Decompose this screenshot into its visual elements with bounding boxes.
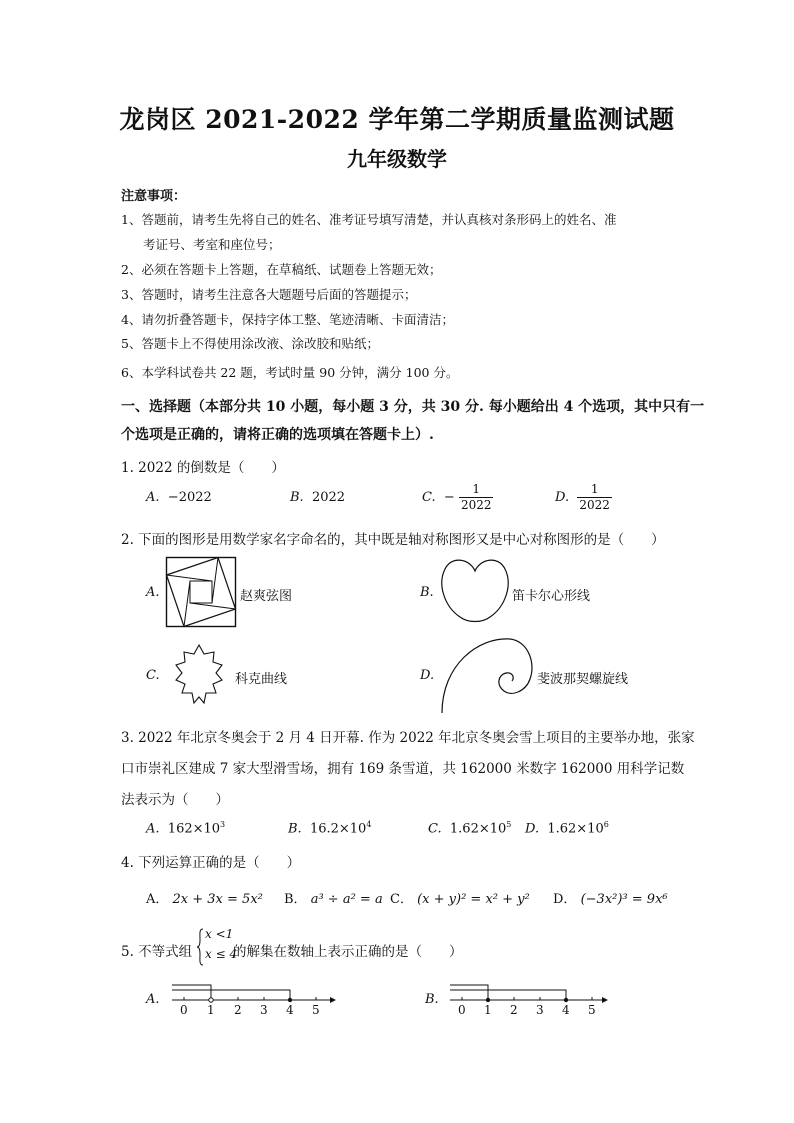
q2-option-c-label: C.: [146, 668, 160, 683]
tick-label: 1: [484, 1003, 492, 1017]
option-base: 1.62×10: [547, 821, 604, 837]
q2-option-d-label: D.: [420, 668, 435, 683]
q1-option-c: [422, 482, 493, 513]
tick-label: 2: [234, 1003, 242, 1017]
tick-label: 3: [536, 1003, 544, 1017]
inequality-1: x <1: [205, 927, 234, 941]
cardioid-curve: [440, 557, 510, 627]
option-exponent: 6: [603, 820, 609, 829]
option-label: C.: [428, 821, 442, 837]
note-item: 1、答题前，请考生先将自己的姓名、准考证号填写清楚，并认真核对条形码上的姓名、准: [121, 212, 617, 227]
note-item: 6、本学科试卷共 22 题，考试时量 90 分钟，满分 100 分。: [121, 365, 459, 380]
option-exponent: 4: [366, 820, 372, 829]
tick-label: 0: [458, 1003, 466, 1017]
note-item: 5、答题卡上不得使用涂改液、涂改胶和贴纸；: [121, 336, 379, 351]
q1-option-b: [290, 490, 345, 505]
note-item: 4、请勿折叠答题卡，保持字体工整、笔迹清晰、卡面清洁；: [121, 312, 454, 327]
numerator: 1: [459, 482, 494, 498]
question-3-line2: 口市崇礼区建成 7 家大型滑雪场，拥有 169 条雪道，共 162000 米数字 162000 用科学记数: [121, 761, 685, 777]
option-text: −2022: [167, 490, 212, 505]
q3-option-b: [288, 820, 371, 836]
tick-label: 3: [260, 1003, 268, 1017]
denominator: 2022: [579, 498, 610, 512]
option-text: 2x + 3x = 5x²: [172, 892, 263, 907]
inequality-2: x ≤ 4: [205, 947, 238, 961]
page-subtitle: 九年级数学: [347, 147, 447, 171]
q3-option-c: [428, 820, 511, 836]
section-heading-cont: 个选项是正确的，请将正确的选项填在答题卡上）.: [121, 427, 434, 443]
option-label: B.: [288, 821, 302, 837]
denominator: 2022: [460, 498, 492, 512]
option-text: a³ ÷ a² = a: [310, 892, 383, 907]
option-base: 16.2×10: [309, 821, 367, 837]
q3-option-d: [525, 820, 609, 836]
question-4-stem: 4. 下列运算正确的是（ ）: [121, 855, 301, 871]
q3-option-a: [146, 820, 225, 836]
q1-option-a: [146, 490, 212, 505]
notes-heading: 注意事项：: [121, 189, 187, 204]
option-label: A.: [146, 490, 160, 505]
tick-label: 5: [312, 1003, 320, 1017]
note-item: 3、答题时，请考生注意各大题题号后面的答题提示；: [121, 287, 417, 302]
question-5-stem-pre: 5. 不等式组: [121, 944, 193, 960]
question-3-line1: 3. 2022 年北京冬奥会于 2 月 4 日开幕. 作为 2022 年北京冬奥会雪上项目的主要举办地，张家: [121, 730, 695, 746]
option-base: 1.62×10: [449, 821, 507, 837]
brace: [196, 928, 204, 966]
option-sign: −: [443, 490, 455, 505]
zhao-shuang-diagram: [166, 557, 236, 627]
question-1-stem: 1. 2022 的倒数是（ ）: [121, 460, 285, 476]
q2-option-a-name: 赵爽弦图: [240, 589, 293, 604]
q4-option-a: [146, 888, 263, 907]
option-label: D.: [555, 490, 570, 505]
option-text: (x + y)² = x² + y²: [417, 892, 530, 907]
option-text: 2022: [311, 490, 346, 505]
number-line-a: [172, 980, 337, 1005]
note-item: 2、必须在答题卡上答题，在草稿纸、试题卷上答题无效；: [121, 262, 442, 277]
option-exponent: 5: [506, 820, 512, 829]
tick-label: 1: [207, 1003, 215, 1017]
option-label: C.: [422, 490, 436, 505]
q5-option-b-label: B.: [425, 992, 439, 1007]
note-item: 考证号、考室和座位号；: [143, 237, 281, 252]
option-label: C．: [390, 892, 413, 907]
page-title: 龙岗区 2021-2022 学年第二学期质量监测试题: [119, 105, 675, 134]
option-label: B.: [290, 490, 304, 505]
q2-option-b-label: B.: [420, 585, 434, 600]
tick-label: 4: [286, 1003, 294, 1017]
q2-option-b-name: 笛卡尔心形线: [512, 589, 591, 604]
fibonacci-spiral: [440, 635, 535, 715]
q4-option-b: [284, 888, 383, 907]
q4-option-c: [390, 888, 530, 907]
fraction: [459, 482, 494, 513]
tick-label: 5: [588, 1003, 596, 1017]
numerator: 1: [577, 482, 612, 498]
question-5-stem-post: 的解集在数轴上表示正确的是（ ）: [233, 944, 463, 960]
q1-option-d: [555, 482, 612, 513]
number-line-b: [450, 980, 615, 1005]
option-exponent: 3: [220, 820, 226, 829]
option-label: A．: [146, 892, 169, 907]
fraction: [577, 482, 612, 513]
q4-option-d: [553, 888, 668, 907]
q5-option-a-label: A.: [146, 992, 160, 1007]
question-3-line3: 法表示为（ ）: [121, 792, 229, 808]
option-label: B．: [284, 892, 307, 907]
tick-label: 2: [510, 1003, 518, 1017]
option-label: A.: [146, 821, 160, 837]
koch-snowflake: [164, 637, 234, 711]
tick-label: 4: [562, 1003, 570, 1017]
tick-label: 0: [180, 1003, 188, 1017]
q2-option-d-name: 斐波那契螺旋线: [537, 672, 629, 687]
section-heading: 一、选择题（本部分共 10 小题，每小题 3 分，共 30 分. 每小题给出 4 个选项，其中只有一: [121, 399, 705, 415]
option-text: (−3x²)³ = 9x⁶: [580, 892, 668, 907]
option-base: 162×10: [167, 821, 221, 837]
q2-option-c-name: 科克曲线: [235, 672, 288, 687]
option-label: D．: [553, 892, 577, 907]
option-label: D.: [525, 821, 540, 837]
question-2-stem: 2. 下面的图形是用数学家名字命名的，其中既是轴对称图形又是中心对称图形的是（ ）: [121, 532, 665, 548]
q2-option-a-label: A.: [146, 585, 160, 600]
